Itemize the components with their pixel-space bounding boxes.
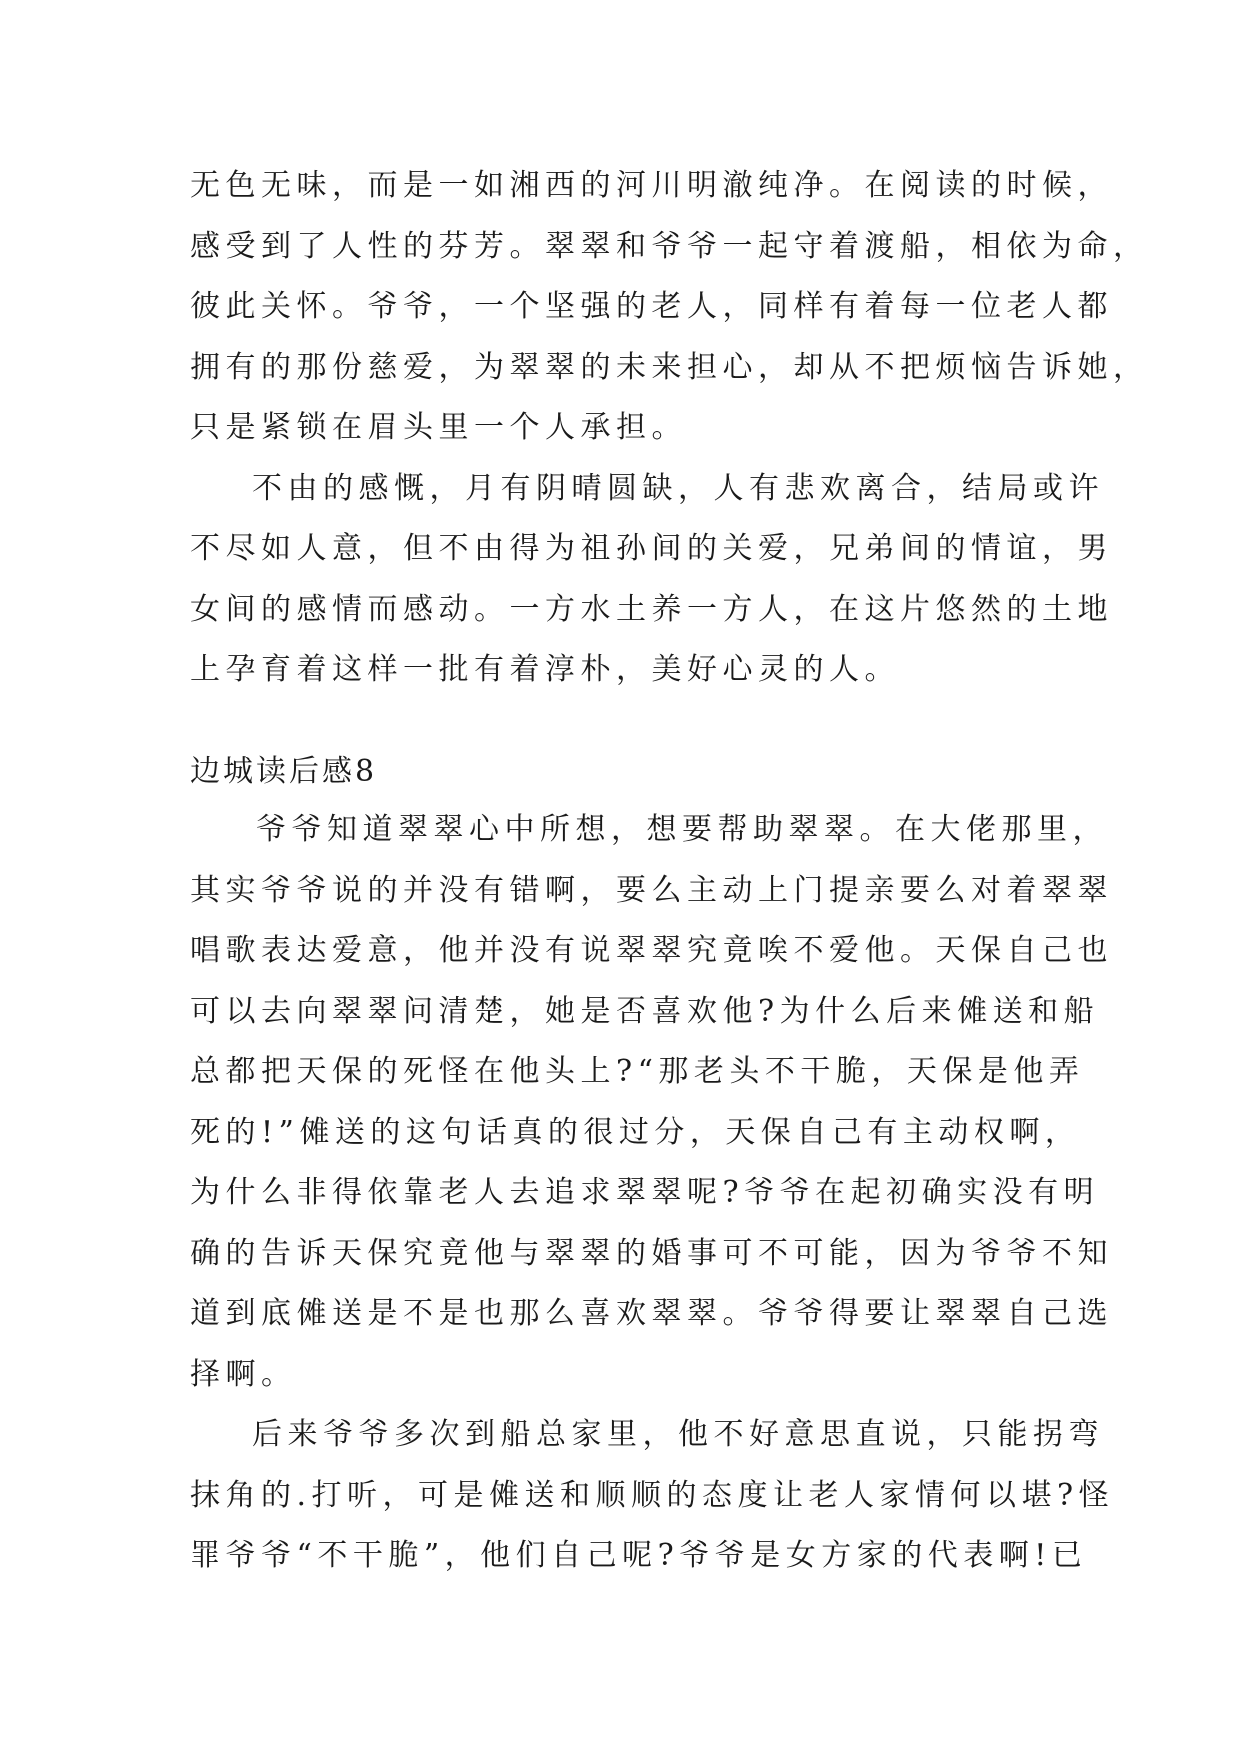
text-line: 道到底傩送是不是也那么喜欢翠翠。爷爷得要让翠翠自己选 xyxy=(190,1296,1113,1331)
text-line: 拥有的那份慈爱，为翠翠的未来担心，却从不把烦恼告诉她， xyxy=(190,349,1149,385)
paragraph xyxy=(190,459,1113,701)
text-line: 彼此关怀。爷爷，一个坚强的老人，同样有着每一位老人都 xyxy=(190,289,1113,324)
body-text-top xyxy=(190,156,1149,701)
text-line: 死的!”傩送的这句话真的很过分，天保自己有主动权啊， xyxy=(190,1114,1081,1150)
text-line: 女间的感情而感动。一方水土养一方人，在这片悠然的土地 xyxy=(190,591,1113,627)
section-heading: 边城读后感8 xyxy=(190,754,378,789)
text-line: 感受到了人性的芬芳。翠翠和爷爷一起守着渡船，相依为命， xyxy=(190,228,1149,264)
text-line: 后来爷爷多次到船总家里，他不好意思直说，只能拐弯 xyxy=(252,1417,1104,1452)
text-line: 总都把天保的死怪在他头上?“那老头不干脆，天保是他弄 xyxy=(190,1054,1085,1089)
text-line: 确的告诉天保究竟他与翠翠的婚事可不可能，因为爷爷不知 xyxy=(190,1235,1113,1271)
text-line: 爷爷知道翠翠心中所想，想要帮助翠翠。在大佬那里， xyxy=(256,812,1108,847)
text-line: 抹角的.打听，可是傩送和顺顺的态度让老人家情何以堪?怪 xyxy=(190,1477,1115,1513)
text-line: 上孕育着这样一批有着淳朴，美好心灵的人。 xyxy=(190,652,900,687)
paragraph xyxy=(190,1405,1115,1587)
text-line: 不由的感慨，月有阴晴圆缺，人有悲欢离合，结局或许 xyxy=(252,470,1104,506)
text-line: 可以去向翠翠问清楚，她是否喜欢他?为什么后来傩送和船 xyxy=(190,993,1100,1029)
text-line: 罪爷爷“不干脆”，他们自己呢?爷爷是女方家的代表啊!已 xyxy=(190,1538,1088,1573)
paragraph xyxy=(190,156,1149,459)
text-line: 唱歌表达爱意，他并没有说翠翠究竟唉不爱他。天保自己也 xyxy=(190,933,1113,968)
paragraph xyxy=(190,800,1113,1405)
text-line: 择啊。 xyxy=(190,1356,297,1392)
body-text-bottom xyxy=(190,800,1115,1587)
text-line: 只是紧锁在眉头里一个人承担。 xyxy=(190,410,687,445)
text-line: 不尽如人意，但不由得为祖孙间的关爱，兄弟间的情谊，男 xyxy=(190,531,1113,566)
text-line: 其实爷爷说的并没有错啊，要么主动上门提亲要么对着翠翠 xyxy=(190,872,1113,908)
text-line: 无色无味，而是一如湘西的河川明澈纯净。在阅读的时候， xyxy=(190,168,1113,203)
text-line: 为什么非得依靠老人去追求翠翠呢?爷爷在起初确实没有明 xyxy=(190,1175,1100,1210)
